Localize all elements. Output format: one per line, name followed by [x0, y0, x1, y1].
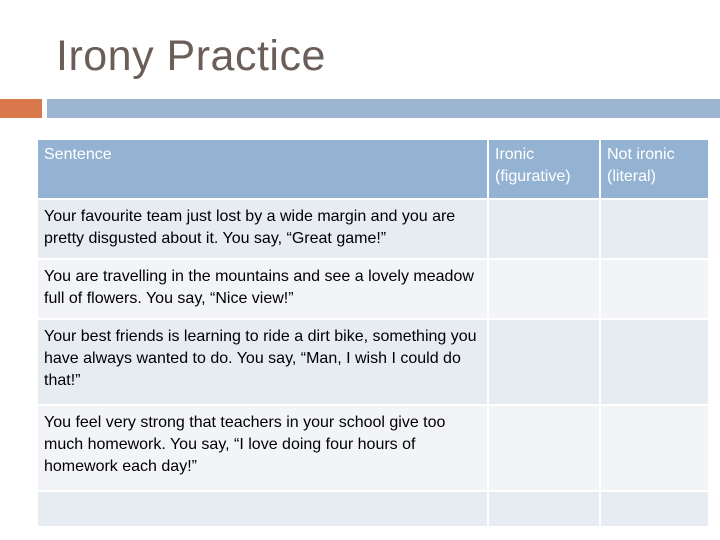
ironic-cell[interactable]: [488, 199, 600, 259]
ironic-cell[interactable]: [488, 259, 600, 319]
not-ironic-cell[interactable]: [600, 491, 709, 527]
slide-title: Irony Practice: [56, 32, 326, 80]
table-row: [37, 199, 709, 259]
table-row: [37, 491, 709, 527]
table-header-row: [37, 139, 709, 199]
irony-practice-table: [36, 138, 710, 528]
ironic-cell[interactable]: [488, 405, 600, 491]
sentence-cell: Your favourite team just lost by a wide margin and you are pretty disgusted about it. You say, “Great game!”: [37, 199, 488, 259]
sentence-cell[interactable]: [37, 491, 488, 527]
table-row: [37, 259, 709, 319]
header-sentence: Sentence: [37, 139, 488, 199]
not-ironic-cell[interactable]: [600, 405, 709, 491]
accent-bar-orange: [0, 99, 42, 118]
table-row: [37, 319, 709, 405]
header-ironic: Ironic (figurative): [488, 139, 600, 199]
sentence-cell: You are travelling in the mountains and see a lovely meadow full of flowers. You say, “Nice view!”: [37, 259, 488, 319]
ironic-cell[interactable]: [488, 319, 600, 405]
not-ironic-cell[interactable]: [600, 199, 709, 259]
not-ironic-cell[interactable]: [600, 319, 709, 405]
ironic-cell[interactable]: [488, 491, 600, 527]
table-row: [37, 405, 709, 491]
sentence-cell: Your best friends is learning to ride a dirt bike, something you have always wanted to do. You say, “Man, I wish I could do that!”: [37, 319, 488, 405]
accent-bar-blue: [47, 99, 720, 118]
not-ironic-cell[interactable]: [600, 259, 709, 319]
header-not-ironic: Not ironic (literal): [600, 139, 709, 199]
sentence-cell: You feel very strong that teachers in your school give too much homework. You say, “I love doing four hours of homework each day!”: [37, 405, 488, 491]
